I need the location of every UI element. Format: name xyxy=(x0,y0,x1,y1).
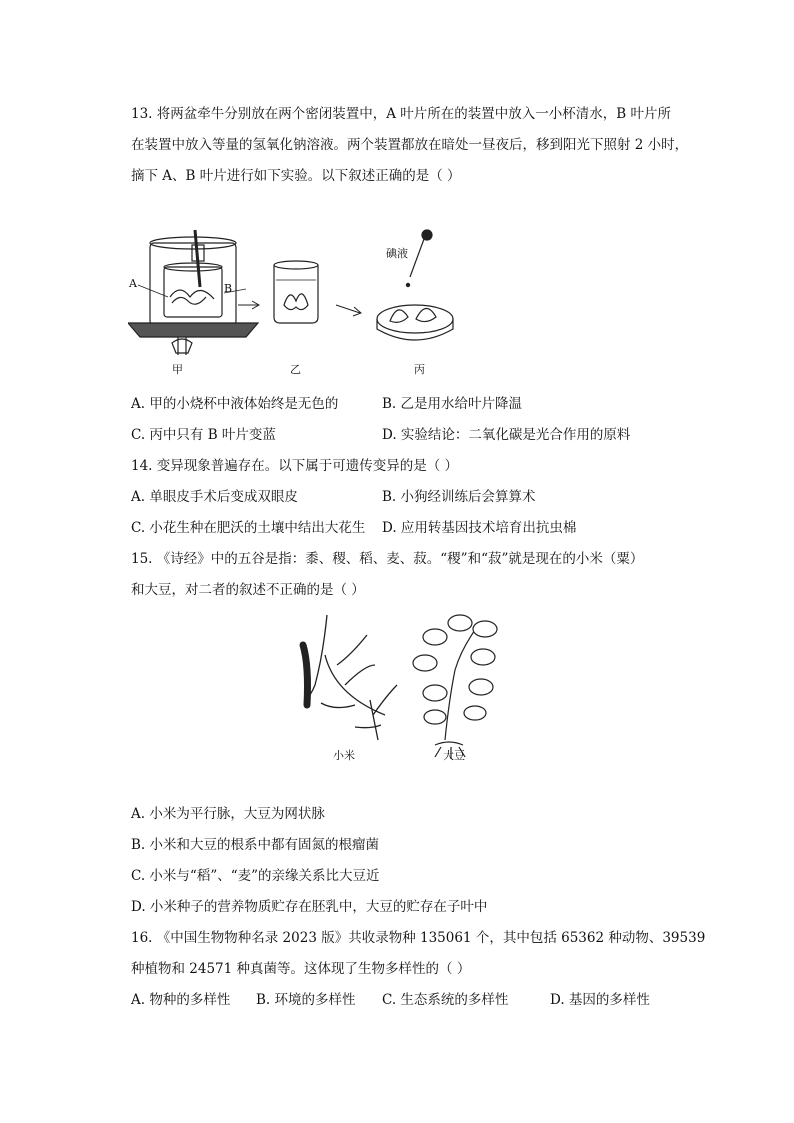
q14-option-b[interactable]: B. 小狗经训练后会算算术 xyxy=(382,489,536,505)
q13-option-b[interactable]: B. 乙是用水给叶片降温 xyxy=(382,396,523,412)
q16-stem-line-2: 种植物和 24571 种真菌等。这体现了生物多样性的（ ） xyxy=(131,961,471,977)
q13-experiment-figure xyxy=(128,225,463,385)
caption-yi: 乙 xyxy=(290,363,301,376)
q14-stem: 14. 变异现象普遍存在。以下属于可遗传变异的是（ ） xyxy=(131,458,459,474)
apparatus-jia xyxy=(128,230,258,355)
q13-stem-line-1: 13. 将两盆牵牛分别放在两个密闭装置中，A 叶片所在的装置中放入一小杯清水，B 叶片所 xyxy=(131,106,672,122)
q15-option-a[interactable]: A. 小米为平行脉，大豆为网状脉 xyxy=(131,806,325,822)
label-b: B xyxy=(224,282,233,295)
q14-option-c[interactable]: C. 小花生种在肥沃的土壤中结出大花生 xyxy=(131,520,366,536)
arrow-icon xyxy=(238,301,259,309)
beaker-yi xyxy=(274,261,318,323)
q13-stem-line-2: 在装置中放入等量的氢氧化钠溶液。两个装置都放在暗处一昼夜后，移到阳光下照射 2 小时， xyxy=(131,137,689,153)
q15-option-c[interactable]: C. 小米与“稻”、“麦”的亲缘关系比大豆近 xyxy=(131,868,380,884)
q15-stem-line-1: 15. 《诗经》中的五谷是指：黍、稷、稻、麦、菽。“稷”和“菽”就是现在的小米（粟） xyxy=(131,551,644,567)
arrow-icon xyxy=(336,305,361,316)
plants-illustration xyxy=(285,605,510,770)
q13-stem-line-3: 摘下 A、B 叶片进行如下实验。以下叙述正确的是（ ） xyxy=(131,168,461,184)
millet-drawing xyxy=(303,615,397,740)
q16-stem-line-1: 16. 《中国生物物种名录 2023 版》共收录物种 135061 个，其中包括 65362 种动物、39539 xyxy=(131,930,706,946)
q13-option-a[interactable]: A. 甲的小烧杯中液体始终是无色的 xyxy=(131,396,339,412)
q13-option-c[interactable]: C. 丙中只有 B 叶片变蓝 xyxy=(131,427,276,443)
q15-option-b[interactable]: B. 小米和大豆的根系中都有固氮的根瘤菌 xyxy=(131,837,380,853)
caption-millet: 小米 xyxy=(333,749,355,762)
q16-option-d[interactable]: D. 基因的多样性 xyxy=(550,992,650,1008)
q16-option-b[interactable]: B. 环境的多样性 xyxy=(256,992,356,1008)
experiment-illustration xyxy=(128,225,463,385)
soybean-drawing xyxy=(413,615,497,759)
q13-option-d[interactable]: D. 实验结论：二氧化碳是光合作用的原料 xyxy=(382,427,631,443)
q16-option-c[interactable]: C. 生态系统的多样性 xyxy=(382,992,509,1008)
q16-option-a[interactable]: A. 物种的多样性 xyxy=(131,992,231,1008)
label-iodine: 碘液 xyxy=(386,247,408,260)
q15-plants-figure xyxy=(285,605,510,770)
q15-option-d[interactable]: D. 小米种子的营养物质贮存在胚乳中，大豆的贮存在子叶中 xyxy=(131,899,488,915)
label-a: A xyxy=(129,277,137,290)
caption-soybean: 大豆 xyxy=(443,749,465,762)
q14-option-d[interactable]: D. 应用转基因技术培育出抗虫棉 xyxy=(382,520,577,536)
q14-option-a[interactable]: A. 单眼皮手术后变成双眼皮 xyxy=(131,489,298,505)
caption-jia: 甲 xyxy=(172,363,183,376)
q15-stem-line-2: 和大豆，对二者的叙述不正确的是（ ） xyxy=(131,582,365,598)
caption-bing: 丙 xyxy=(414,363,425,376)
